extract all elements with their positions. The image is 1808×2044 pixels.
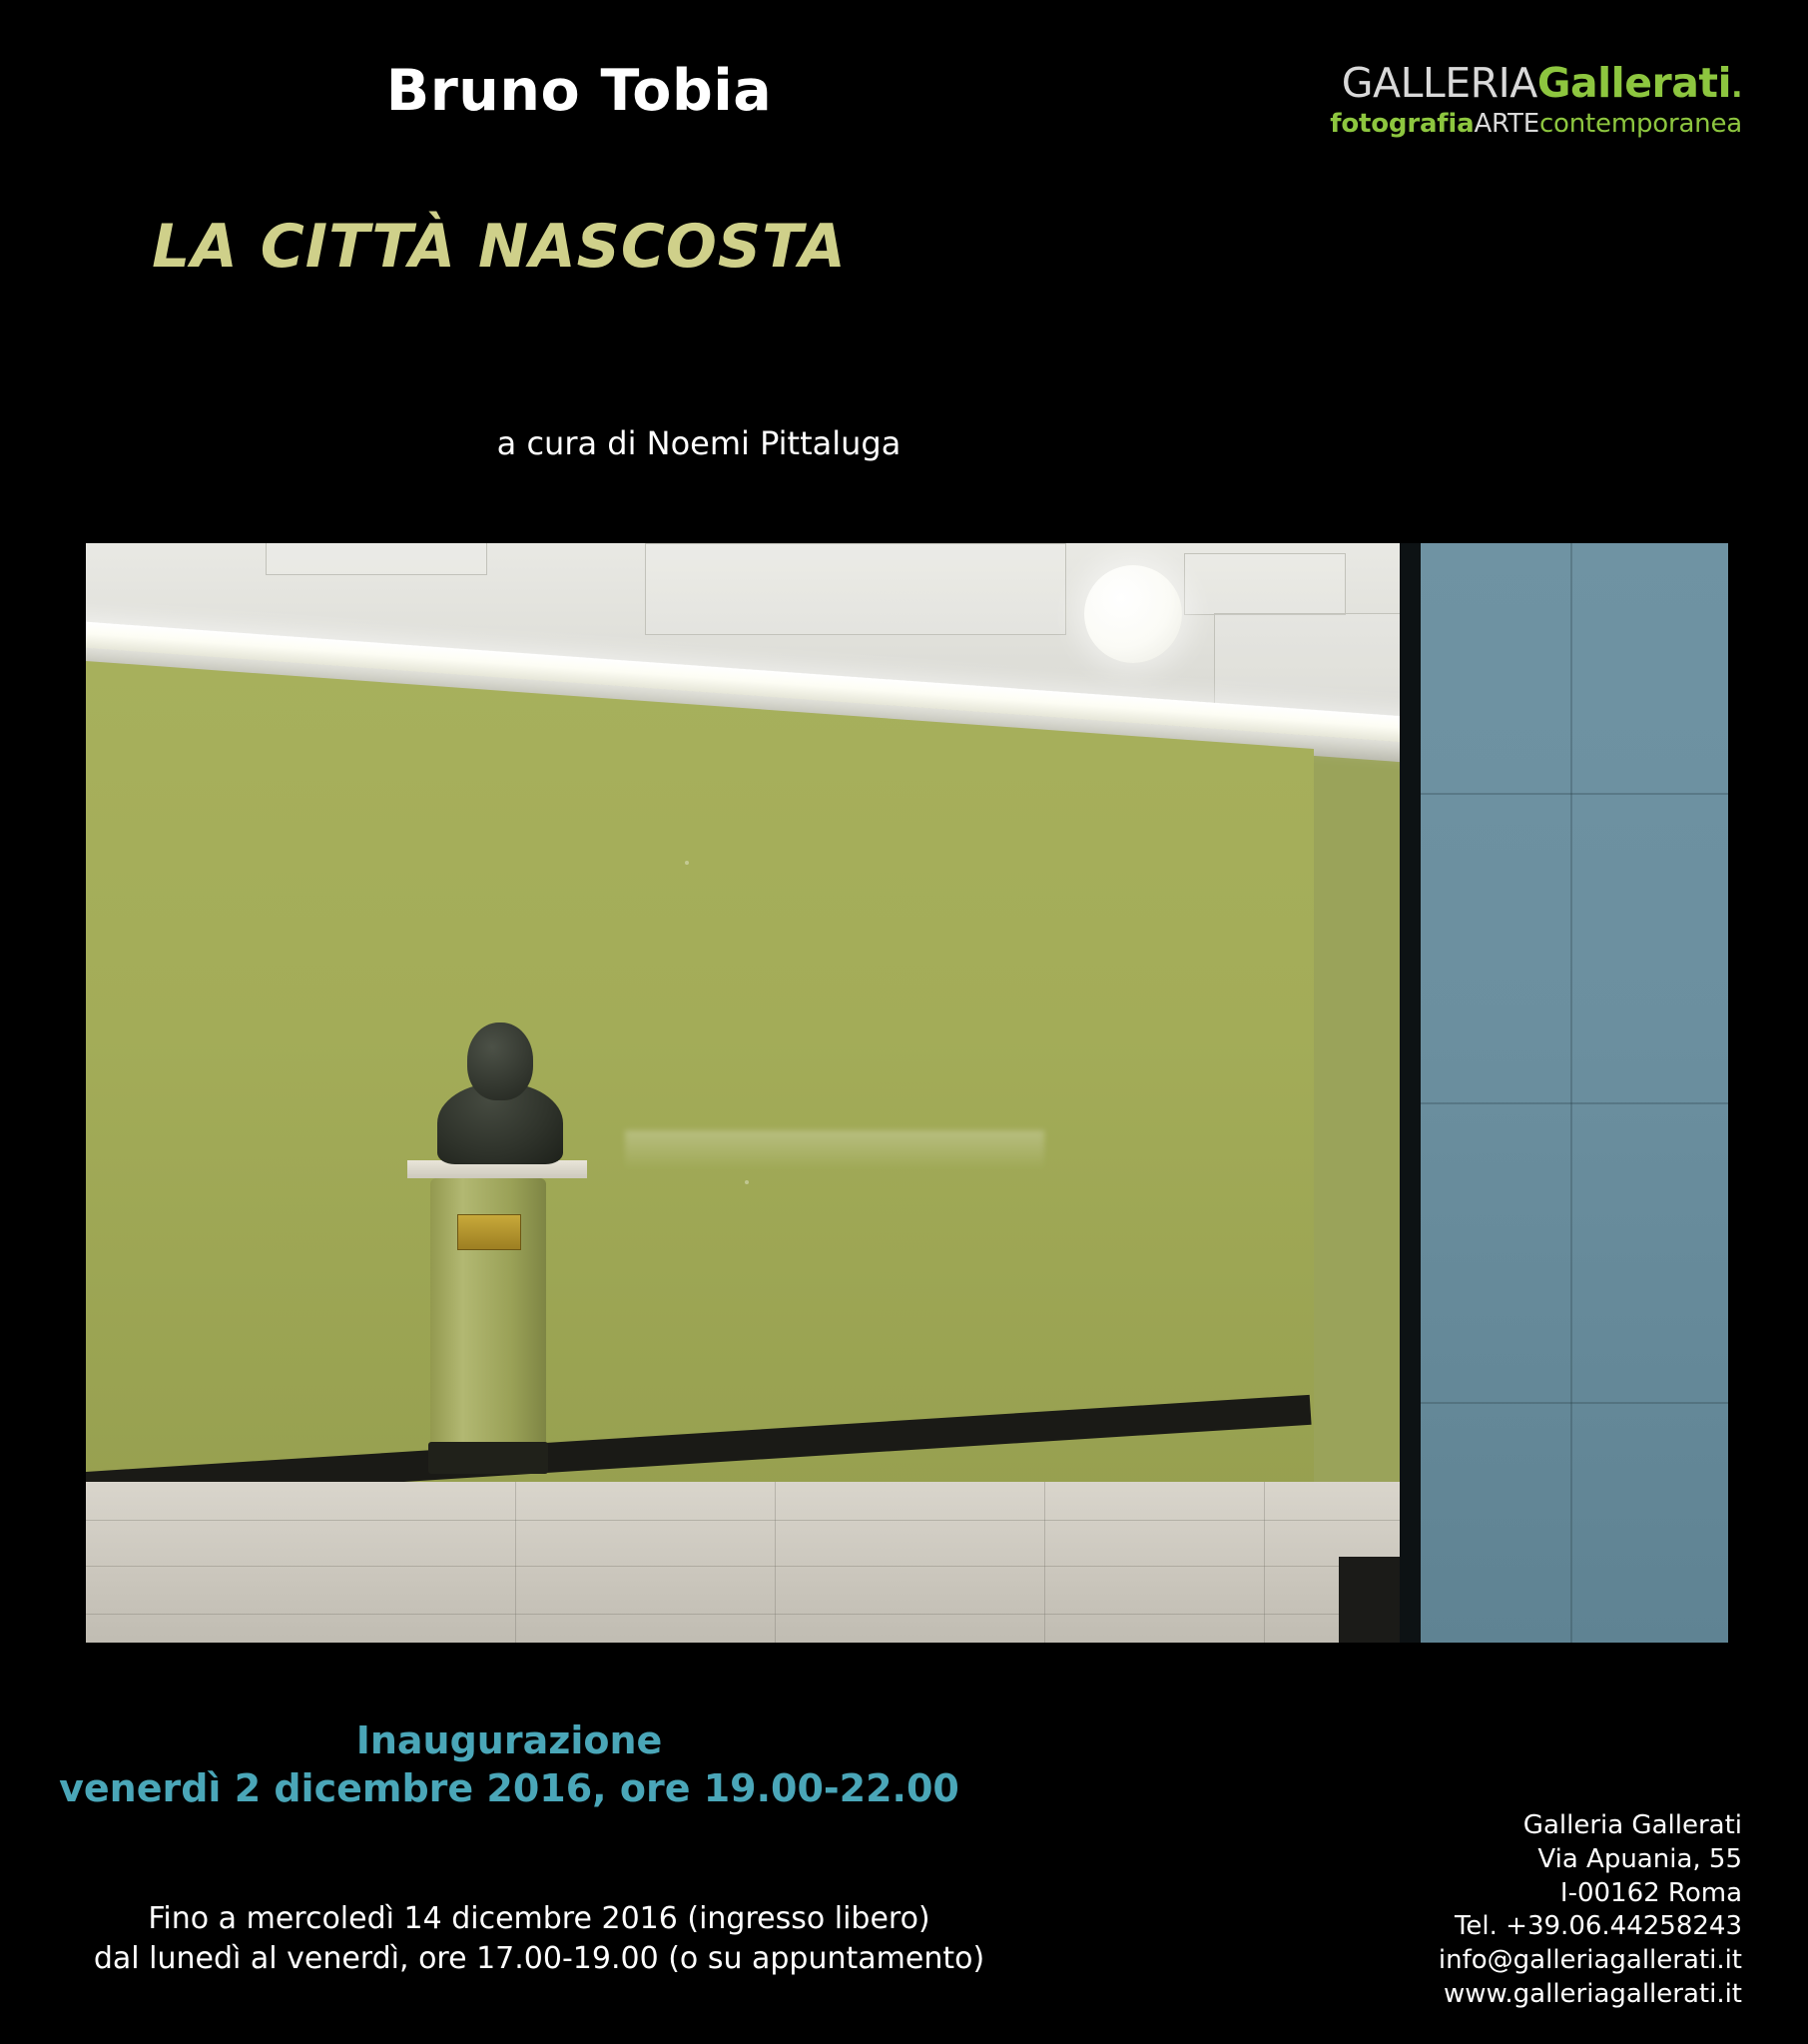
gallery-logo-line-1 <box>1330 59 1742 107</box>
pedestal-base <box>428 1442 548 1474</box>
gallery-logo-gallerati: Gallerati <box>1536 59 1732 107</box>
gallery-logo-dot: . <box>1731 70 1742 105</box>
contact-phone: Tel. +39.06.44258243 <box>1454 1911 1742 1942</box>
bust-head <box>467 1022 533 1100</box>
artist-name: Bruno Tobia <box>385 58 773 124</box>
blue-tile-line <box>1421 793 1728 795</box>
gallery-logo-contemporanea: contemporanea <box>1538 109 1742 140</box>
gallery-logo-arte: ARTE <box>1474 109 1539 140</box>
blue-tiled-column <box>1421 543 1728 1643</box>
contact-website[interactable]: www.galleriagallerati.it <box>1444 1978 1742 2009</box>
ceiling-panel <box>1184 553 1346 615</box>
contact-gallery-name: Galleria Gallerati <box>1522 1810 1742 1840</box>
green-wall <box>86 661 1314 1490</box>
opening-info <box>0 1717 1018 1812</box>
opening-date: venerdì 2 dicembre 2016, ore 19.00-22.00 <box>59 1765 959 1810</box>
blue-tile-line <box>1421 1402 1728 1404</box>
blue-tile-line <box>1421 1102 1728 1104</box>
floor-tile-line <box>86 1566 1424 1567</box>
floor-tile-line <box>515 1482 516 1643</box>
photograph-scene <box>86 543 1728 1643</box>
curator-credit: a cura di Noemi Pittaluga <box>496 424 902 462</box>
globe-lamp <box>1084 565 1182 663</box>
ceiling-panel <box>266 543 487 575</box>
exhibition-photograph <box>86 543 1728 1643</box>
ceiling-panel <box>645 543 1066 635</box>
floor-tile-line <box>1264 1482 1265 1643</box>
wall-reflection <box>625 1130 1044 1170</box>
pedestal-plaque <box>457 1214 521 1250</box>
contact-email[interactable]: info@galleriagallerati.it <box>1438 1945 1742 1976</box>
gallery-logo-line-2 <box>1330 111 1742 138</box>
exhibition-title: LA CITTÀ NASCOSTA <box>152 212 847 282</box>
marble-floor <box>86 1482 1424 1643</box>
floor-tile-line <box>775 1482 776 1643</box>
floor-tile-line <box>1044 1482 1045 1643</box>
gallery-logo-fotografia: fotografia <box>1330 109 1475 140</box>
wall-speck <box>685 861 689 865</box>
gallery-contact-info <box>1439 1809 1742 2012</box>
blue-tile-line <box>1570 543 1572 1643</box>
gallery-logo-galleria: GALLERIA <box>1341 59 1537 107</box>
floor-tile-line <box>86 1520 1424 1521</box>
floor-tile-line <box>86 1614 1424 1615</box>
wall-speck <box>745 1180 749 1184</box>
opening-label: Inaugurazione <box>355 1718 663 1762</box>
exhibition-dates-line-1: Fino a mercoledì 14 dicembre 2016 (ingresso libero) <box>148 1901 930 1936</box>
exhibition-dates <box>0 1899 1078 1978</box>
contact-street: Via Apuania, 55 <box>1537 1843 1742 1874</box>
contact-city: I-00162 Roma <box>1559 1877 1742 1908</box>
gallery-logo <box>1330 59 1742 140</box>
exhibition-dates-line-2: dal lunedì al venerdì, ore 17.00-19.00 (o su appuntamento) <box>93 1940 985 1976</box>
